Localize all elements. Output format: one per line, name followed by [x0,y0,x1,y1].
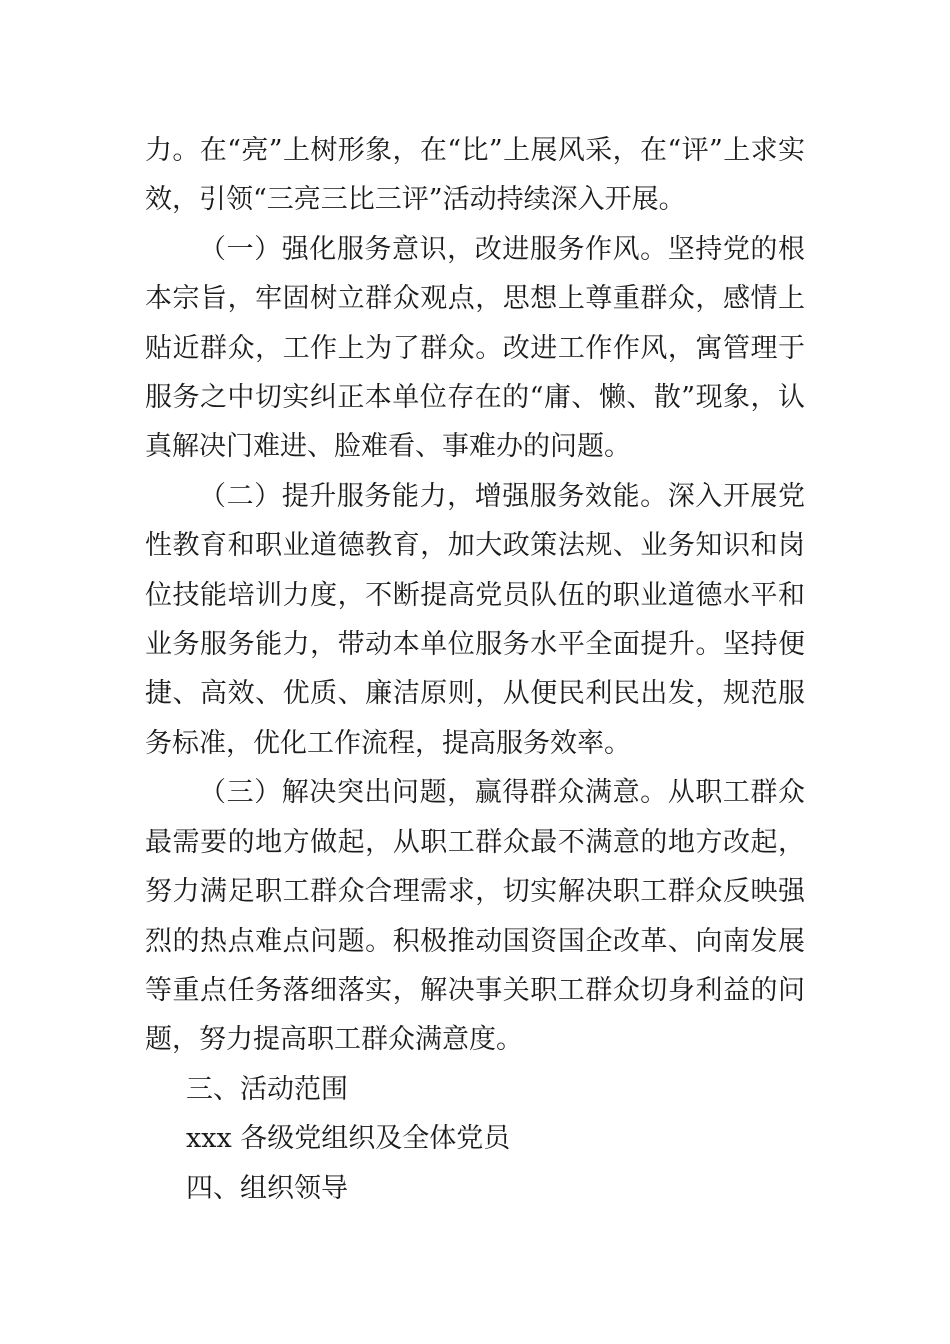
paragraph-continuation: 力。在“亮”上树形象，在“比”上展风采，在“评”上求实效，引领“三亮三比三评”活动持续深入开展。 [145,135,805,216]
document-body [145,126,805,1213]
section-heading-organization: 四、组织领导 [186,1172,348,1204]
section-body-activity-scope: xxx 各级党组织及全体党员 [186,1123,511,1155]
paragraph-service-capability: （二）提升服务能力，增强服务效能。深入开展党性教育和职业道德教育，加大政策法规、业务知识和岗位技能培训力度，不断提高党员队伍的职业道德水平和业务服务能力，带动本单位服务水平全面提升。坚持便捷、高效、优质、廉洁原则，从便民利民出发，规范服务标准，优化工作流程，提高服务效率。 [145,480,805,759]
paragraph-solve-problems: （三）解决突出问题，赢得群众满意。从职工群众最需要的地方做起，从职工群众最不满意的地方改起，努力满足职工群众合理需求，切实解决职工群众反映强烈的热点难点问题。积极推动国资国企改革、向南发展等重点任务落细落实，解决事关职工群众切身利益的问题，努力提高职工群众满意度。 [145,777,805,1056]
section-heading-activity-scope: 三、活动范围 [186,1073,348,1105]
paragraph-service-awareness: （一）强化服务意识，改进服务作风。坚持党的根本宗旨，牢固树立群众观点，思想上尊重群众，感情上贴近群众，工作上为了群众。改进工作作风，寓管理于服务之中切实纠正本单位存在的“庸、懒、散”现象，认真解决门难进、脸难看、事难办的问题。 [145,233,805,463]
